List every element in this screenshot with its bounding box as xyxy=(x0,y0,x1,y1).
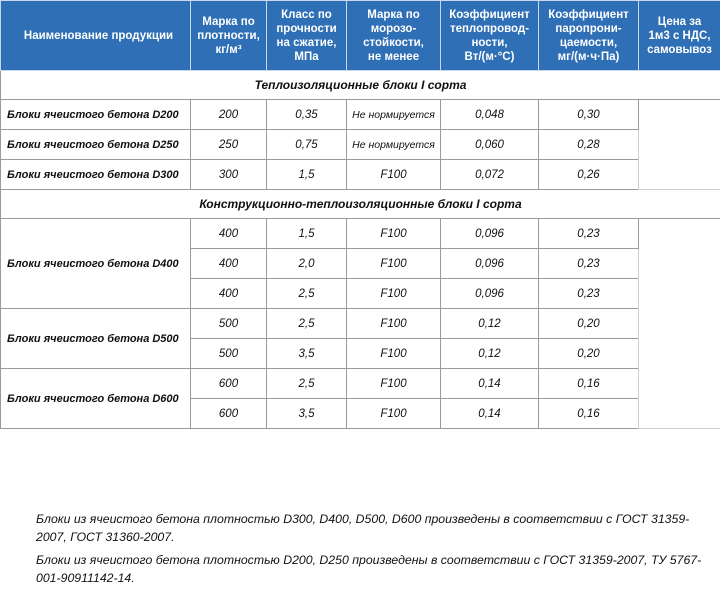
value-cell: 0,096 xyxy=(441,279,539,309)
value-cell: 0,23 xyxy=(539,249,639,279)
table-row xyxy=(1,309,720,339)
header-product-name: Наименование продукции xyxy=(1,1,191,71)
value-cell: 1,5 xyxy=(267,160,347,190)
value-cell: 250 xyxy=(191,130,267,160)
header-line: плотности, xyxy=(197,29,260,42)
value-cell: 0,26 xyxy=(539,160,639,190)
table-row xyxy=(1,369,720,399)
value-cell: 0,096 xyxy=(441,219,539,249)
header-line: не менее xyxy=(367,50,420,63)
header-line: мг/(м·ч·Па) xyxy=(557,50,620,63)
product-name-cell: Блоки ячеистого бетона D300 xyxy=(1,160,191,190)
section-row xyxy=(1,71,720,100)
header-line: Коэффициент xyxy=(548,8,629,21)
header-line: цаемости, xyxy=(559,36,618,49)
value-cell: F100 xyxy=(347,219,441,249)
price-cell xyxy=(639,100,720,190)
header-line: кг/м³ xyxy=(215,43,242,56)
value-cell: 0,096 xyxy=(441,249,539,279)
header-line: теплопровод- xyxy=(449,22,530,35)
value-cell: 0,23 xyxy=(539,219,639,249)
header-line: прочности xyxy=(276,22,337,35)
value-cell: 1,5 xyxy=(267,219,347,249)
value-cell: 0,14 xyxy=(441,399,539,429)
header-price xyxy=(639,1,720,71)
table-row xyxy=(1,219,720,249)
footnote-2: Блоки из ячеистого бетона плотностью D200, D250 произведены в соответствии с ГОСТ 31359-2007, ТУ 5767-001-90911142-14. xyxy=(36,553,702,585)
value-cell: 3,5 xyxy=(267,339,347,369)
value-cell: 200 xyxy=(191,100,267,130)
value-cell: 500 xyxy=(191,309,267,339)
value-cell: 0,20 xyxy=(539,309,639,339)
header-frost xyxy=(347,1,441,71)
value-cell: 0,75 xyxy=(267,130,347,160)
value-cell: 0,20 xyxy=(539,339,639,369)
value-cell: F100 xyxy=(347,309,441,339)
header-line: Марка по xyxy=(202,15,255,28)
value-cell: 0,060 xyxy=(441,130,539,160)
value-cell: F100 xyxy=(347,279,441,309)
value-cell: 0,16 xyxy=(539,369,639,399)
value-cell: 2,5 xyxy=(267,369,347,399)
header-line: морозо- xyxy=(370,22,417,35)
value-cell: F100 xyxy=(347,339,441,369)
value-cell: Не нормируется xyxy=(347,100,441,130)
value-cell: Не нормируется xyxy=(347,130,441,160)
section-title: Конструкционно-теплоизоляционные блоки I сорта xyxy=(1,190,720,219)
header-line: Коэффициент xyxy=(449,8,530,21)
value-cell: F100 xyxy=(347,369,441,399)
value-cell: 0,23 xyxy=(539,279,639,309)
header-vapor xyxy=(539,1,639,71)
product-name-cell: Блоки ячеистого бетона D500 xyxy=(1,309,191,369)
footnotes xyxy=(36,510,716,592)
product-name-cell: Блоки ячеистого бетона D600 xyxy=(1,369,191,429)
header-density xyxy=(191,1,267,71)
value-cell: 0,12 xyxy=(441,339,539,369)
header-line: паропрони- xyxy=(555,22,622,35)
header-thermal xyxy=(441,1,539,71)
section-title: Теплоизоляционные блоки I сорта xyxy=(1,71,720,100)
header-strength xyxy=(267,1,347,71)
value-cell: 400 xyxy=(191,249,267,279)
table-row xyxy=(1,100,720,130)
value-cell: 2,5 xyxy=(267,279,347,309)
footnote-1: Блоки из ячеистого бетона плотностью D300, D400, D500, D600 произведены в соответствии с ГОСТ 31359-2007, ГОСТ 31360-2007. xyxy=(36,512,690,544)
header-line: на сжатие, xyxy=(276,36,337,49)
header-line: ности, xyxy=(471,36,508,49)
header-line: МПа xyxy=(294,50,319,63)
product-name-cell: Блоки ячеистого бетона D250 xyxy=(1,130,191,160)
value-cell: 0,35 xyxy=(267,100,347,130)
value-cell: 500 xyxy=(191,339,267,369)
product-name-cell: Блоки ячеистого бетона D200 xyxy=(1,100,191,130)
header-line: Цена за xyxy=(657,15,702,28)
table-row xyxy=(1,130,720,160)
value-cell: 0,30 xyxy=(539,100,639,130)
header-line: Марка по xyxy=(367,8,420,21)
value-cell: 2,0 xyxy=(267,249,347,279)
value-cell: 3,5 xyxy=(267,399,347,429)
value-cell: 0,12 xyxy=(441,309,539,339)
price-cell xyxy=(639,219,720,429)
value-cell: 400 xyxy=(191,279,267,309)
value-cell: 400 xyxy=(191,219,267,249)
header-line: Класс по xyxy=(281,8,332,21)
header-line: стойкости, xyxy=(363,36,424,49)
value-cell: F100 xyxy=(347,249,441,279)
value-cell: 0,048 xyxy=(441,100,539,130)
value-cell: F100 xyxy=(347,399,441,429)
value-cell: 2,5 xyxy=(267,309,347,339)
value-cell: 0,28 xyxy=(539,130,639,160)
value-cell: 300 xyxy=(191,160,267,190)
value-cell: 600 xyxy=(191,369,267,399)
header-line: Вт/(м·°С) xyxy=(464,50,515,63)
table-row xyxy=(1,160,720,190)
header-line: самовывоз xyxy=(647,43,712,56)
value-cell: 0,16 xyxy=(539,399,639,429)
value-cell: F100 xyxy=(347,160,441,190)
table-header-row xyxy=(1,1,720,71)
header-line: 1м3 с НДС, xyxy=(648,29,711,42)
section-row xyxy=(1,190,720,219)
table-body xyxy=(1,71,720,429)
value-cell: 0,14 xyxy=(441,369,539,399)
value-cell: 600 xyxy=(191,399,267,429)
value-cell: 0,072 xyxy=(441,160,539,190)
product-name-cell: Блоки ячеистого бетона D400 xyxy=(1,219,191,309)
